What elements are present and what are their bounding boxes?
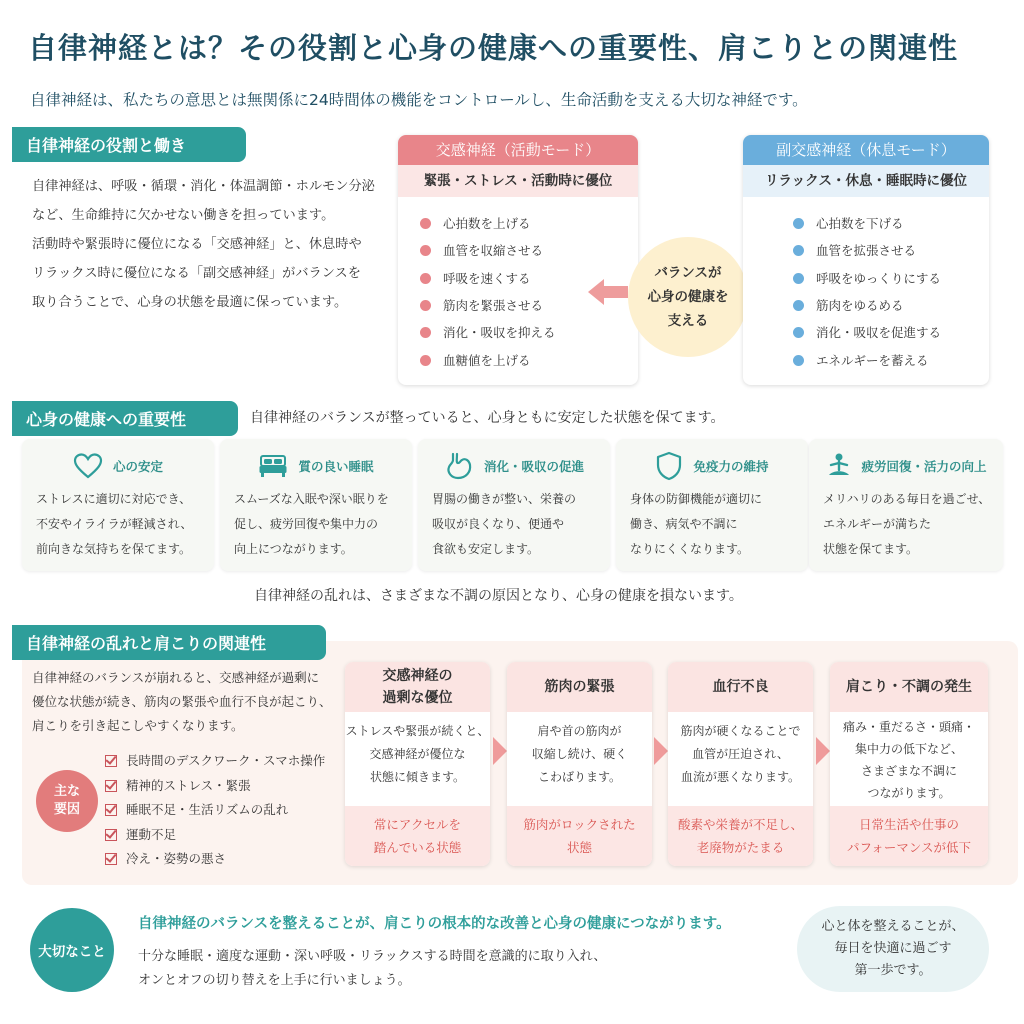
step-result-line: 日常生活や仕事の	[858, 817, 959, 832]
benefit-card	[616, 439, 808, 571]
list-item	[420, 210, 638, 237]
bullet-dot-icon	[420, 273, 431, 284]
benefit-card	[418, 439, 610, 571]
benefit-card	[220, 439, 412, 571]
important-body	[138, 945, 606, 993]
list-item-label: 呼吸をゆっくりにする	[816, 270, 941, 286]
step-body	[830, 712, 988, 806]
bullet-dot-icon	[793, 355, 804, 366]
step-title-line: 交感神経の	[382, 668, 453, 684]
closing-bubble	[797, 906, 989, 992]
step-result-line: 踏んでいる状態	[373, 840, 462, 855]
important-line: オンとオフの切り替えを上手に行いましょう。	[138, 973, 411, 988]
meditation-icon	[825, 452, 853, 480]
list-item-label: 血糖値を上げる	[443, 352, 531, 368]
parasympathetic-title: 副交感神経（休息モード）	[743, 135, 989, 165]
stiffness-line: 優位な状態が続き、筋肉の緊張や血行不良が起こり、	[32, 694, 332, 709]
arrow-right-icon	[493, 737, 507, 765]
list-item	[105, 798, 325, 823]
step-title-line: 血行不良	[712, 679, 769, 695]
role-description	[32, 172, 392, 317]
arrow-right-icon	[654, 737, 668, 765]
important-headline: 自律神経のバランスを整えることが、肩こりの根本的な改善と心身の健康につながります。	[138, 916, 731, 932]
step-body-line: 交感神経が優位な	[369, 747, 466, 761]
bed-icon	[258, 453, 288, 479]
list-item	[793, 265, 989, 292]
important-line: 十分な睡眠・適度な運動・深い呼吸・リラックスする時間を意識的に取り入れ、	[138, 949, 607, 964]
list-item-label: 血管を収縮させる	[443, 243, 544, 259]
step-result-line: 老廃物がたまる	[696, 840, 785, 855]
benefit-line: なりにくくなります。	[630, 542, 750, 556]
factor-list	[105, 749, 325, 872]
role-line: など、生命維持に欠かせない働きを担っています。	[32, 208, 335, 223]
step-title	[345, 662, 490, 712]
chain-step	[668, 662, 813, 866]
list-item	[793, 292, 989, 319]
bullet-dot-icon	[420, 327, 431, 338]
benefit-line: 向上につながります。	[234, 542, 353, 556]
step-body-line: 筋肉が硬くなることで	[680, 724, 801, 738]
stiffness-line: 自律神経のバランスが崩れると、交感神経が過剰に	[32, 670, 320, 685]
bullet-dot-icon	[420, 300, 431, 311]
bullet-dot-icon	[420, 245, 431, 256]
list-item-label: 冷え・姿勢の悪さ	[126, 851, 227, 867]
checkbox-icon	[105, 853, 117, 865]
step-body	[507, 712, 652, 806]
step-body-line: ストレスや緊張が続くと、	[345, 724, 490, 738]
sympathetic-subtitle: 緊張・ストレス・活動時に優位	[398, 165, 638, 197]
step-result	[668, 806, 813, 866]
arrow-right-icon	[816, 737, 830, 765]
benefit-line: メリハリのある毎日を過ごせ、	[823, 492, 991, 506]
benefit-line: 身体の防御機能が適切に	[630, 492, 763, 506]
page-subtitle: 自律神経は、私たちの意思とは無関係に24時間体の機能をコントロールし、生命活動を支える大切な神経です。	[30, 91, 808, 109]
bullet-dot-icon	[793, 300, 804, 311]
benefit-line: 働き、病気や不調に	[630, 517, 738, 531]
parasympathetic-card	[743, 135, 989, 385]
step-title-line: 筋肉の緊張	[544, 679, 615, 695]
chain-step	[830, 662, 988, 866]
checkbox-icon	[105, 804, 117, 816]
heart-icon	[73, 453, 103, 479]
role-line: 自律神経は、呼吸・循環・消化・体温調節・ホルモン分泌	[32, 179, 375, 194]
step-body-line: さまざまな不調に	[860, 764, 957, 778]
benefit-line: 促し、疲労回復や集中力の	[234, 517, 379, 531]
benefit-line: ストレスに適切に対応でき、	[36, 492, 192, 506]
bullet-dot-icon	[420, 355, 431, 366]
step-result-line: 常にアクセルを	[373, 817, 462, 832]
bullet-dot-icon	[793, 245, 804, 256]
step-body-line: こわばります。	[537, 770, 622, 784]
benefit-title: 消化・吸収の促進	[483, 459, 584, 474]
step-title	[830, 662, 988, 712]
list-item-label: 心拍数を下げる	[816, 216, 904, 232]
arrow-left-icon	[588, 277, 628, 307]
bullet-dot-icon	[793, 218, 804, 229]
step-body-line: 肩や首の筋肉が	[537, 724, 622, 738]
closing-line: 第一歩です。	[854, 963, 932, 978]
step-body-line: 集中力の低下など、	[854, 742, 963, 756]
step-result-line: パフォーマンスが低下	[846, 840, 971, 855]
balance-line: バランスが	[654, 265, 722, 281]
important-badge: 大切なこと	[30, 908, 114, 992]
parasympathetic-subtitle: リラックス・休息・睡眠時に優位	[743, 165, 989, 197]
benefit-line: 状態を保てます。	[823, 542, 919, 556]
step-result-line: 酸素や栄養が不足し、	[677, 817, 803, 832]
chain-step	[507, 662, 652, 866]
step-body-line: 痛み・重だるさ・頭痛・	[842, 720, 975, 734]
closing-line: 毎日を快適に過ごす	[834, 941, 952, 956]
list-item-label: エネルギーを蓄える	[816, 352, 929, 368]
disorder-note: 自律神経の乱れは、さまざまな不調の原因となり、心身の健康を損ないます。	[254, 588, 743, 604]
list-item-label: 筋肉をゆるめる	[816, 298, 904, 314]
step-body-line: 血管が圧迫され、	[692, 747, 789, 761]
list-item	[420, 346, 638, 373]
step-body-line: 状態に傾きます。	[369, 770, 466, 784]
benefit-title: 心の安定	[112, 459, 163, 474]
benefit-title: 質の良い睡眠	[298, 459, 374, 474]
list-item	[420, 319, 638, 346]
bullet-dot-icon	[420, 218, 431, 229]
balance-circle	[628, 237, 748, 357]
factor-badge-line: 要因	[53, 802, 80, 817]
role-line: 活動時や緊張時に優位になる「交感神経」と、休息時や	[32, 237, 362, 252]
list-item-label: 消化・吸収を抑える	[443, 325, 556, 341]
benefit-title: 疲労回復・活力の向上	[861, 459, 987, 474]
step-result	[345, 806, 490, 866]
list-item-label: 運動不足	[126, 826, 177, 842]
stiffness-line: 肩こりを引き起こしやすくなります。	[32, 718, 244, 733]
chain-step	[345, 662, 490, 866]
parasympathetic-list	[743, 197, 989, 374]
list-item	[105, 749, 325, 774]
step-body	[345, 712, 490, 806]
list-item	[420, 237, 638, 264]
bullet-dot-icon	[793, 327, 804, 338]
list-item-label: 精神的ストレス・緊張	[126, 777, 251, 793]
step-title	[507, 662, 652, 712]
step-body-line: 収縮し続け、硬く	[531, 747, 628, 761]
step-body-line: つながります。	[867, 786, 951, 800]
list-item	[793, 210, 989, 237]
checkbox-icon	[105, 829, 117, 841]
list-item-label: 筋肉を緊張させる	[443, 298, 544, 314]
step-result	[830, 806, 988, 866]
benefit-line: エネルギーが満ちた	[823, 517, 932, 531]
role-line: リラックス時に優位になる「副交感神経」がバランスを	[32, 266, 361, 281]
balance-line: 支える	[667, 313, 709, 329]
benefit-title: 免疫力の維持	[693, 459, 769, 474]
section-tag-importance: 心身の健康への重要性	[12, 401, 238, 436]
benefit-line: 食欲も安定します。	[432, 542, 540, 556]
step-result-line: 筋肉がロックされた	[523, 817, 636, 832]
factor-badge-line: 主な	[53, 784, 80, 799]
closing-line: 心と体を整えることが、	[821, 919, 965, 934]
benefit-card	[809, 439, 1003, 571]
step-result	[507, 806, 652, 866]
list-item	[105, 774, 325, 799]
factor-badge	[36, 770, 98, 832]
list-item	[793, 237, 989, 264]
list-item	[105, 847, 325, 872]
balance-line: 心身の健康を	[647, 289, 729, 305]
list-item	[793, 346, 989, 373]
bullet-dot-icon	[793, 273, 804, 284]
list-item-label: 血管を拡張させる	[816, 243, 917, 259]
list-item-label: 呼吸を速くする	[443, 270, 531, 286]
section-tag-role: 自律神経の役割と働き	[12, 127, 246, 162]
importance-lead: 自律神経のバランスが整っていると、心身ともに安定した状態を保てます。	[250, 410, 725, 426]
benefit-line: 胃腸の働きが整い、栄養の	[432, 492, 577, 506]
benefit-line: 吸収が良くなり、便通や	[432, 517, 565, 531]
benefit-line: スムーズな入眠や深い眠りを	[234, 492, 389, 506]
list-item	[793, 319, 989, 346]
step-title-line: 肩こり・不調の発生	[846, 679, 972, 695]
step-title	[668, 662, 813, 712]
sympathetic-card	[398, 135, 638, 385]
page-title: 自律神経とは？その役割と心身の健康への重要性、肩こりとの関連性	[28, 31, 959, 65]
section-tag-stiffness: 自律神経の乱れと肩こりの関連性	[12, 625, 326, 660]
shield-icon	[655, 451, 683, 481]
list-item-label: 睡眠不足・生活リズムの乱れ	[126, 802, 289, 818]
list-item-label: 長時間のデスクワーク・スマホ操作	[126, 753, 326, 769]
benefit-card	[22, 439, 214, 571]
step-body	[668, 712, 813, 806]
list-item	[105, 823, 325, 848]
list-item-label: 心拍数を上げる	[443, 216, 531, 232]
benefit-line: 前向きな気持ちを保てます。	[36, 542, 192, 556]
stiffness-description	[32, 666, 342, 738]
list-item-label: 消化・吸収を促進する	[816, 325, 942, 341]
role-line: 取り合うことで、心身の状態を最適に保っています。	[32, 295, 348, 310]
stomach-icon	[444, 452, 474, 480]
step-result-line: 状態	[566, 840, 592, 855]
benefit-line: 不安やイライラが軽減され、	[36, 517, 193, 531]
checkbox-icon	[105, 755, 117, 767]
sympathetic-title: 交感神経（活動モード）	[398, 135, 638, 165]
step-title-line: 過剰な優位	[382, 690, 453, 706]
checkbox-icon	[105, 780, 117, 792]
step-body-line: 血流が悪くなります。	[680, 770, 801, 784]
